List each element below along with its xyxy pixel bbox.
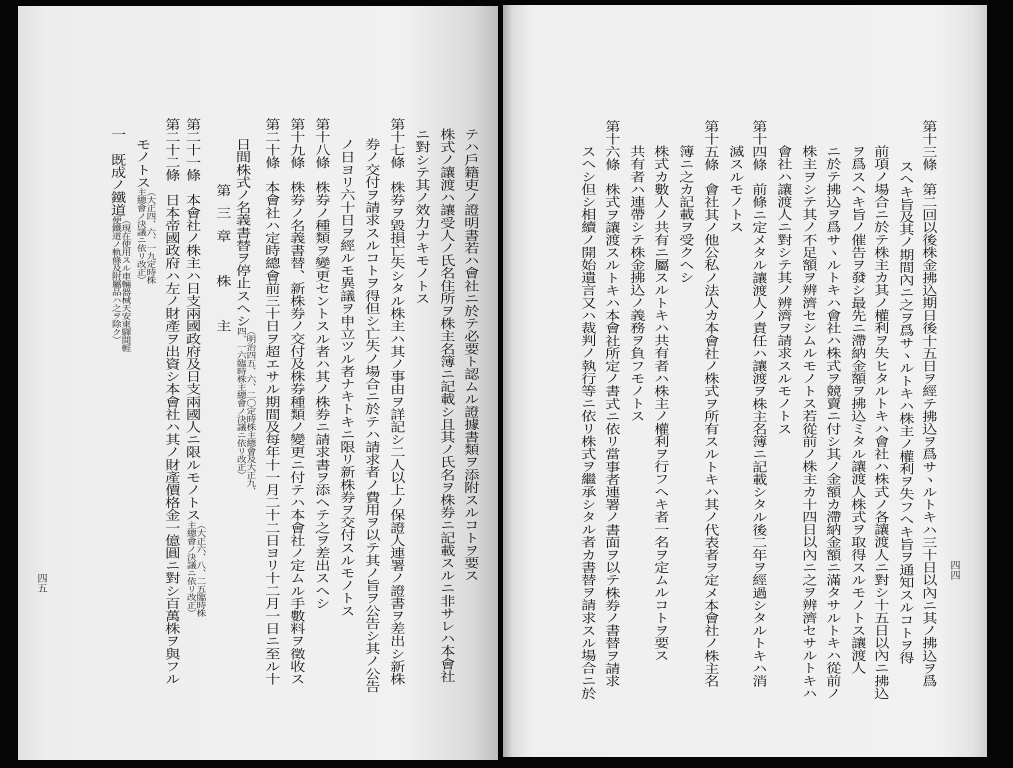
column-text: ノ日ヨリ六十日ヲ經ルモ異議ヲ申立ツル者ナキトキニ限リ新株券ヲ交付スルモノトス (337, 138, 356, 617)
article-13-paragraph-2-line-5 (773, 145, 792, 435)
article-16-line-3 (460, 128, 479, 582)
article-13-paragraph-2-line-2 (847, 145, 866, 674)
article-19 (286, 118, 305, 685)
column-text: 株式ノ讓渡ハ讓受人ノ氏名住所ヲ株主名簿ニ記載シ且其ノ氏名ヲ株券ニ記載スルニ非サレハ本會社 (437, 128, 456, 683)
article-15-line-2 (675, 145, 694, 284)
column-text: 第十七條 株券ヲ毀損亡失シタル株主ハ其ノ事由ヲ詳記シ二人以上ノ保證人連署ノ證書ヲ差出シ新株 (387, 118, 406, 685)
column-text: ニ對シテ其ノ效力ナキモノトス (412, 128, 431, 305)
article-16-paragraph-2-line-1 (436, 128, 455, 682)
article-15-paragraph-3 (626, 145, 645, 422)
article-20-line-2 (233, 138, 257, 495)
column-text: 第二十二條 日本帝國政府ハ左ノ財產ヲ出資シ本會社ハ其ノ財產價格金一億圓ニ對シ百萬株ヲ與フル (162, 118, 181, 685)
article-17-line-1 (386, 118, 405, 685)
column-text: 共有者ハ連帶シテ株金拂込ノ義務ヲ負フモノトス (627, 145, 646, 423)
article-18 (311, 118, 330, 609)
column-text: 第十五條 會社其ノ他公私ノ法人カ本會社ノ株式ヲ所有スルトキハ其ノ代表者ヲ定メ本會社ノ株主名 (701, 120, 720, 687)
article-22-item-1 (108, 128, 132, 353)
column-text: 券ノ交付ヲ請求スルコトヲ得但シ亡失ノ場合ニ於テハ請求者ノ費用ヲ以テ其ノ旨ヲ公告シ其ノ公告 (362, 138, 381, 693)
article-13-line-2 (895, 160, 914, 664)
column-text: 前項ノ場合ニ於テ株主カ其ノ權利ヲ失ヒタルトキハ會社ハ株式ノ各讓渡人ニ對シ十五日以內ニ拂込 (871, 145, 890, 700)
column-text: 第十四條 前條ニ定メタル讓渡人ノ責任ハ讓渡ヲ株主名簿ニ記載シタル後二年ヲ經過シタルトキハ消 (749, 120, 768, 687)
article-21 (183, 118, 207, 621)
column-text: 株主ヲシテ其ノ不足額ヲ辨濟セシムルモノトス若從前ノ株主カ十四日以內ニ之ヲ辨濟セサルトキハ (799, 145, 818, 700)
column-text: モノトス (133, 138, 152, 189)
column-text: 第十三條 第二回以後株金拂込期日後十五日ヲ經テ拂込ヲ爲サヽルトキハ三十日以內ニ其ノ拂込ヲ爲 (919, 120, 938, 687)
amendment-note: （大正四、六、一九定時株主總會ノ決議ニ依リ改正） (136, 188, 157, 285)
column-text: 簿ニ之カ記載ヲ受クヘシ (676, 145, 695, 284)
column-text: 第二十一條 本會社ノ株主ハ日支兩國政府及日支兩國人ニ限ルモノトス (183, 118, 202, 522)
article-16-line-2 (577, 145, 596, 699)
column-text: 第二十條 本會社ハ定時總會前三十日ヲ超エサル期間及每年十一月二十二日ヨリ十二月一日ニ至ル十 (262, 118, 281, 685)
chapter-title: 第三章 株 主 (213, 184, 232, 343)
article-15-line-1 (700, 120, 719, 687)
column-text: ニ於テ拂込ヲ爲サヽルトキハ會社ハ株式ヲ競賣ニ付シ其ノ金額カ滯納金額ニ滿タサルトキハ從前ノ (823, 145, 842, 700)
article-17-line-3 (336, 138, 355, 617)
column-text: スヘシ但シ相續ノ開始遺言又ハ裁判ノ執行等ニ依リ株式ヲ繼承シタル者カ書替ヲ請求スル場合ニ於 (578, 145, 597, 700)
amendment-note: （明治四五、六、二〇定時株主總會及大正九、四、一六臨時株主總會ノ決議ニ依リ改正） (236, 327, 257, 495)
page-number: 四五 (35, 573, 46, 593)
right-page (503, 5, 987, 757)
column-text: 滅スルモノトス (726, 145, 745, 234)
column-text: 日間株式ノ名義書替ヲ停止スヘシ (233, 138, 252, 327)
exclusion-note: （現在使用スル車輛器械天安東驛間輕便鐵道ノ軌條及附屬品ハ之ヲ除ク） (111, 216, 132, 353)
amendment-note: （大正六、八、二五臨時株主總會ノ決議ニ依リ改正） (186, 521, 207, 618)
column-text: スヘキ旨及其ノ期間內ニ之ヲ爲サヽルトキハ株主ノ權利ヲ失フヘキ旨ヲ通知スルコトヲ得 (896, 160, 915, 664)
article-20-line-1 (261, 118, 280, 685)
article-13-paragraph-2-line-3 (822, 145, 841, 699)
article-16-paragraph-2-line-2 (411, 128, 430, 304)
column-text: 株式カ數人ノ共有ニ屬スルトキハ共有者ハ株主ノ權利ヲ行フヘキ者一名ヲ定ムルコトヲ要ス (651, 145, 670, 662)
article-14-line-2 (725, 145, 744, 233)
column-text: テハ戶籍吏ノ證明書若ハ會社ニ於テ必要ト認ムル證據書類ヲ添附スルコトヲ要ス (461, 128, 480, 582)
article-17-line-2 (361, 138, 380, 692)
article-16-line-1 (601, 120, 620, 687)
article-15-paragraph-2 (650, 145, 669, 662)
article-22-line-2 (133, 138, 157, 288)
column-text: 第十九條 株券ノ名義書替、新株券ノ交付及株券種類ノ變更ニ付テハ本會社ノ定ムル手數料ヲ徵收ス (287, 118, 306, 685)
column-text: 會社ハ讓渡人ニ對シテ其ノ辨濟ヲ請求スルモノトス (774, 145, 793, 435)
column-text: 一 既成ノ鐵道 (108, 128, 127, 217)
article-13-paragraph-2-line-4 (798, 145, 817, 699)
column-text: 第十八條 株券ノ種類ヲ變更セントスル者ハ其ノ株券ニ請求書ヲ添ヘテ之ヲ差出スヘシ (312, 118, 331, 610)
article-22-line-1 (161, 118, 180, 685)
column-text: ヲ爲スヘキ旨ノ催告ヲ發シ最先ニ滯納金額ヲ拂込ミタル讓渡人株式ヲ取得スルモノトス讓渡人 (848, 145, 867, 675)
article-14-line-1 (748, 120, 767, 687)
article-13-line-1 (918, 120, 937, 687)
left-page (18, 6, 498, 760)
column-text: 第十六條 株式ヲ讓渡スルトキハ本會社所定ノ書式ニ依リ當事者連署ノ書面ヲ以テ株券ノ書替ヲ請求 (602, 120, 621, 687)
page-number: 四四 (948, 560, 959, 580)
chapter-heading (212, 184, 231, 342)
article-13-paragraph-2-line-1 (870, 145, 889, 699)
